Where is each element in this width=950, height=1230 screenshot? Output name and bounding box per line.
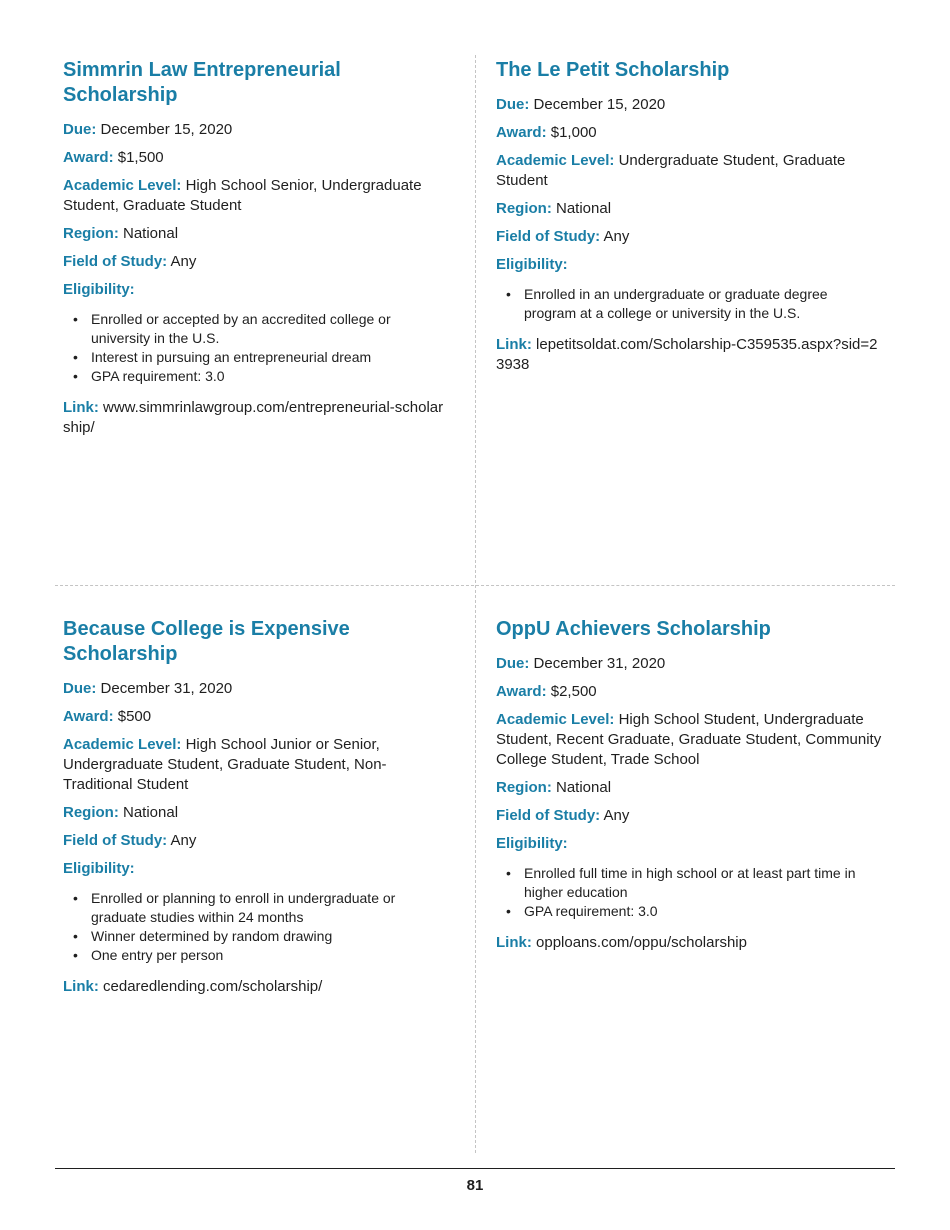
scholarship-card-simmrin	[63, 58, 448, 446]
eligibility-heading	[496, 834, 896, 854]
region-value: National	[123, 225, 179, 242]
field-of-study-value: Any	[170, 832, 197, 849]
horizontal-divider	[55, 585, 895, 586]
eligibility-heading	[496, 255, 881, 275]
scholarship-title: OppU Achievers Scholarship	[496, 618, 771, 640]
eligibility-item: • Enrolled in an undergraduate or graduate degree program at a college or university in the U.S.	[506, 285, 881, 323]
scholarship-card-oppu	[496, 617, 896, 961]
scholarship-card-le-petit	[496, 58, 881, 383]
award-label: Award:	[496, 683, 547, 700]
region-label: Region:	[63, 225, 119, 242]
link-field	[496, 933, 896, 953]
eligibility-list	[496, 864, 896, 921]
eligibility-heading	[63, 859, 448, 879]
due-label: Due:	[496, 655, 530, 672]
region-field	[496, 778, 896, 798]
award-value: $500	[117, 708, 152, 725]
eligibility-item: • Enrolled or accepted by an accredited college or university in the U.S.	[73, 310, 448, 348]
eligibility-list	[63, 889, 448, 965]
due-field	[63, 120, 448, 140]
scholarship-link[interactable]: opploans.com/oppu/scholarship	[536, 934, 747, 951]
field-of-study-label: Field of Study:	[63, 832, 168, 849]
link-label: Link:	[496, 336, 532, 353]
due-field	[63, 679, 448, 699]
eligibility-label: Eligibility:	[496, 256, 568, 273]
eligibility-item: • Interest in pursuing an entrepreneurial dream	[73, 348, 448, 367]
field-of-study-field	[63, 252, 448, 272]
field-of-study-field	[496, 227, 881, 247]
eligibility-label: Eligibility:	[63, 860, 135, 877]
scholarship-title: Simmrin Law Entrepreneurial Scholarship	[63, 59, 341, 106]
academic-level-field	[496, 710, 896, 770]
award-label: Award:	[63, 149, 114, 166]
link-label: Link:	[496, 934, 532, 951]
eligibility-item: • Enrolled full time in high school or at least part time in higher education	[506, 864, 896, 902]
link-field	[63, 977, 448, 997]
link-field	[63, 398, 448, 438]
eligibility-item: • Enrolled or planning to enroll in undergraduate or graduate studies within 24 months	[73, 889, 448, 927]
academic-level-label: Academic Level:	[496, 152, 615, 169]
field-of-study-field	[63, 831, 448, 851]
field-of-study-label: Field of Study:	[63, 253, 168, 270]
field-of-study-value: Any	[603, 228, 630, 245]
award-field	[496, 123, 881, 143]
region-value: National	[123, 804, 179, 821]
eligibility-item: • Winner determined by random drawing	[73, 927, 448, 946]
academic-level-value: Undergraduate Student, Graduate Student	[496, 152, 846, 189]
due-label: Due:	[63, 680, 97, 697]
region-label: Region:	[496, 779, 552, 796]
eligibility-list	[63, 310, 448, 386]
award-value: $1,000	[550, 124, 597, 141]
academic-level-label: Academic Level:	[63, 736, 182, 753]
award-label: Award:	[63, 708, 114, 725]
scholarship-title: The Le Petit Scholarship	[496, 59, 730, 81]
award-value: $1,500	[117, 149, 164, 166]
due-label: Due:	[496, 96, 530, 113]
region-label: Region:	[63, 804, 119, 821]
region-field	[63, 224, 448, 244]
eligibility-label: Eligibility:	[496, 835, 568, 852]
award-field	[63, 148, 448, 168]
academic-level-field	[496, 151, 881, 191]
academic-level-field	[63, 176, 448, 216]
scholarship-card-because-college	[63, 617, 448, 1005]
eligibility-item: • GPA requirement: 3.0	[506, 902, 896, 921]
field-of-study-label: Field of Study:	[496, 228, 601, 245]
scholarship-title: Because College is Expensive Scholarship	[63, 618, 350, 665]
eligibility-label: Eligibility:	[63, 281, 135, 298]
due-label: Due:	[63, 121, 97, 138]
due-field	[496, 654, 896, 674]
vertical-divider	[475, 55, 476, 1153]
due-value: December 15, 2020	[100, 121, 233, 138]
due-field	[496, 95, 881, 115]
link-field	[496, 335, 881, 375]
field-of-study-value: Any	[603, 807, 630, 824]
scholarship-link[interactable]: cedaredlending.com/scholarship/	[103, 978, 323, 995]
academic-level-label: Academic Level:	[63, 177, 182, 194]
scholarship-link[interactable]: www.simmrinlawgroup.com/entrepreneurial-scholarship/	[63, 399, 444, 436]
academic-level-value: High School Student, Undergraduate Student, Recent Graduate, Graduate Student, Community College Student, Trade School	[496, 711, 882, 768]
scholarship-link[interactable]: lepetitsoldat.com/Scholarship-C359535.aspx?sid=23938	[496, 336, 878, 373]
academic-level-label: Academic Level:	[496, 711, 615, 728]
award-field	[496, 682, 896, 702]
footer-rule	[55, 1168, 895, 1169]
region-field	[496, 199, 881, 219]
academic-level-field	[63, 735, 448, 795]
due-value: December 15, 2020	[533, 96, 666, 113]
region-value: National	[556, 779, 612, 796]
award-field	[63, 707, 448, 727]
field-of-study-label: Field of Study:	[496, 807, 601, 824]
link-label: Link:	[63, 399, 99, 416]
eligibility-heading	[63, 280, 448, 300]
region-label: Region:	[496, 200, 552, 217]
due-value: December 31, 2020	[100, 680, 233, 697]
region-field	[63, 803, 448, 823]
eligibility-item: • One entry per person	[73, 946, 448, 965]
link-label: Link:	[63, 978, 99, 995]
due-value: December 31, 2020	[533, 655, 666, 672]
region-value: National	[556, 200, 612, 217]
field-of-study-field	[496, 806, 896, 826]
field-of-study-value: Any	[170, 253, 197, 270]
page-number: 81	[466, 1177, 484, 1194]
eligibility-list	[496, 285, 881, 323]
award-label: Award:	[496, 124, 547, 141]
academic-level-value: High School Senior, Undergraduate Student, Graduate Student	[63, 177, 422, 214]
academic-level-value: High School Junior or Senior, Undergraduate Student, Graduate Student, Non-Traditional Student	[63, 736, 387, 793]
eligibility-item: • GPA requirement: 3.0	[73, 367, 448, 386]
award-value: $2,500	[550, 683, 597, 700]
